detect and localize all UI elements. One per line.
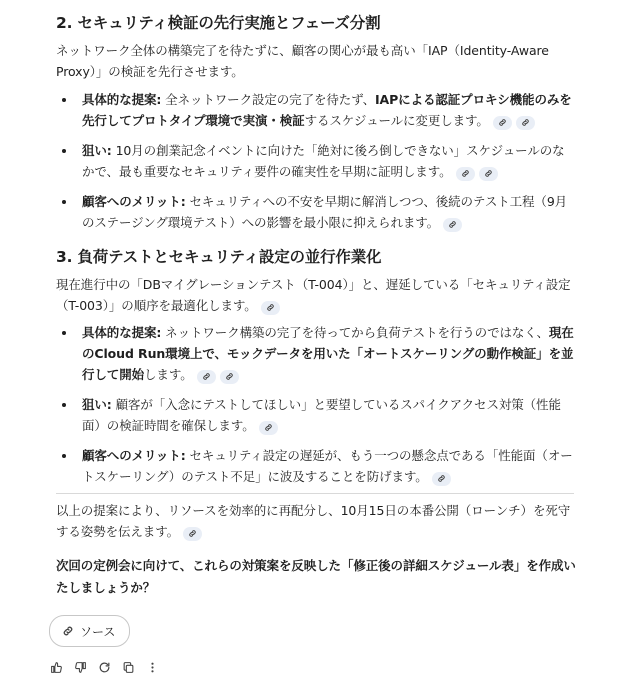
refresh-icon[interactable]	[97, 660, 112, 675]
section2-lead: ネットワーク全体の構築完了を待たずに、顧客の関心が最も高い「IAP（Identity-Aware Proxy）」の検証を先行させます。	[56, 43, 549, 79]
divider	[56, 493, 574, 494]
more-vert-icon[interactable]	[145, 660, 160, 675]
list-item: 具体的な提案: ネットワーク構築の完了を待ってから負荷テストを行うのではなく、現在のCloud Run環境上で、モックデータを用いた「オートスケーリングの動作検証」を並行して開始します。	[56, 322, 576, 385]
section3-list	[56, 322, 576, 487]
citation-link-icon[interactable]	[261, 301, 280, 315]
thumb-up-icon[interactable]	[49, 660, 64, 675]
citation-link-icon[interactable]	[259, 421, 278, 435]
citation-link-icon[interactable]	[443, 218, 462, 232]
list-item: 具体的な提案: 全ネットワーク設定の完了を待たず、IAPによる認証プロキシ機能のみを先行してプロトタイプ環境で実演・検証するスケジュールに変更します。	[56, 89, 576, 131]
follow-up-question: 次回の定例会に向けて、これらの対策案を反映した「修正後の詳細スケジュール表」を作成いたしましょうか？	[56, 558, 576, 595]
copy-icon[interactable]	[121, 660, 136, 675]
sources-button[interactable]	[49, 615, 130, 647]
sources-button-label: ソース	[80, 624, 116, 639]
citation-link-icon[interactable]	[220, 370, 239, 384]
thumb-down-icon[interactable]	[73, 660, 88, 675]
section3-lead: 現在進行中の「DBマイグレーションテスト（T-004）」と、遅延している「セキュリティ設定（T-003）」の順序を最適化します。	[56, 277, 571, 313]
list-item: 狙い: 10月の創業記念イベントに向けた「絶対に後ろ倒しできない」スケジュールのなかで、最も重要なセキュリティ要件の確実性を早期に証明します。	[56, 140, 576, 182]
response-actions	[49, 660, 160, 675]
citation-link-icon[interactable]	[516, 116, 535, 130]
citation-link-icon[interactable]	[493, 116, 512, 130]
section2-heading: 2. セキュリティ検証の先行実施とフェーズ分割	[56, 14, 381, 32]
list-item: 顧客へのメリット: セキュリティ設定の遅延が、もう一つの懸念点である「性能面（オートスケーリング）のテスト不足」に波及することを防げます。	[56, 445, 576, 487]
citation-link-icon[interactable]	[432, 472, 451, 486]
section2-list	[56, 89, 576, 233]
list-item: 顧客へのメリット: セキュリティへの不安を早期に解消しつつ、後続のテスト工程（9月のステージング環境テスト）への影響を最小限に抑えられます。	[56, 191, 576, 233]
link-icon	[62, 625, 74, 637]
citation-link-icon[interactable]	[197, 370, 216, 384]
citation-link-icon[interactable]	[479, 167, 498, 181]
citation-link-icon[interactable]	[456, 167, 475, 181]
summary-text: 以上の提案により、リソースを効率的に再配分し、10月15日の本番公開（ローンチ）を死守する姿勢を伝えます。	[56, 503, 571, 539]
section3-heading: 3. 負荷テストとセキュリティ設定の並行作業化	[56, 248, 382, 266]
citation-link-icon[interactable]	[183, 527, 202, 541]
list-item: 狙い: 顧客が「入念にテストしてほしい」と要望しているスパイクアクセス対策（性能面）の検証時間を確保します。	[56, 394, 576, 436]
